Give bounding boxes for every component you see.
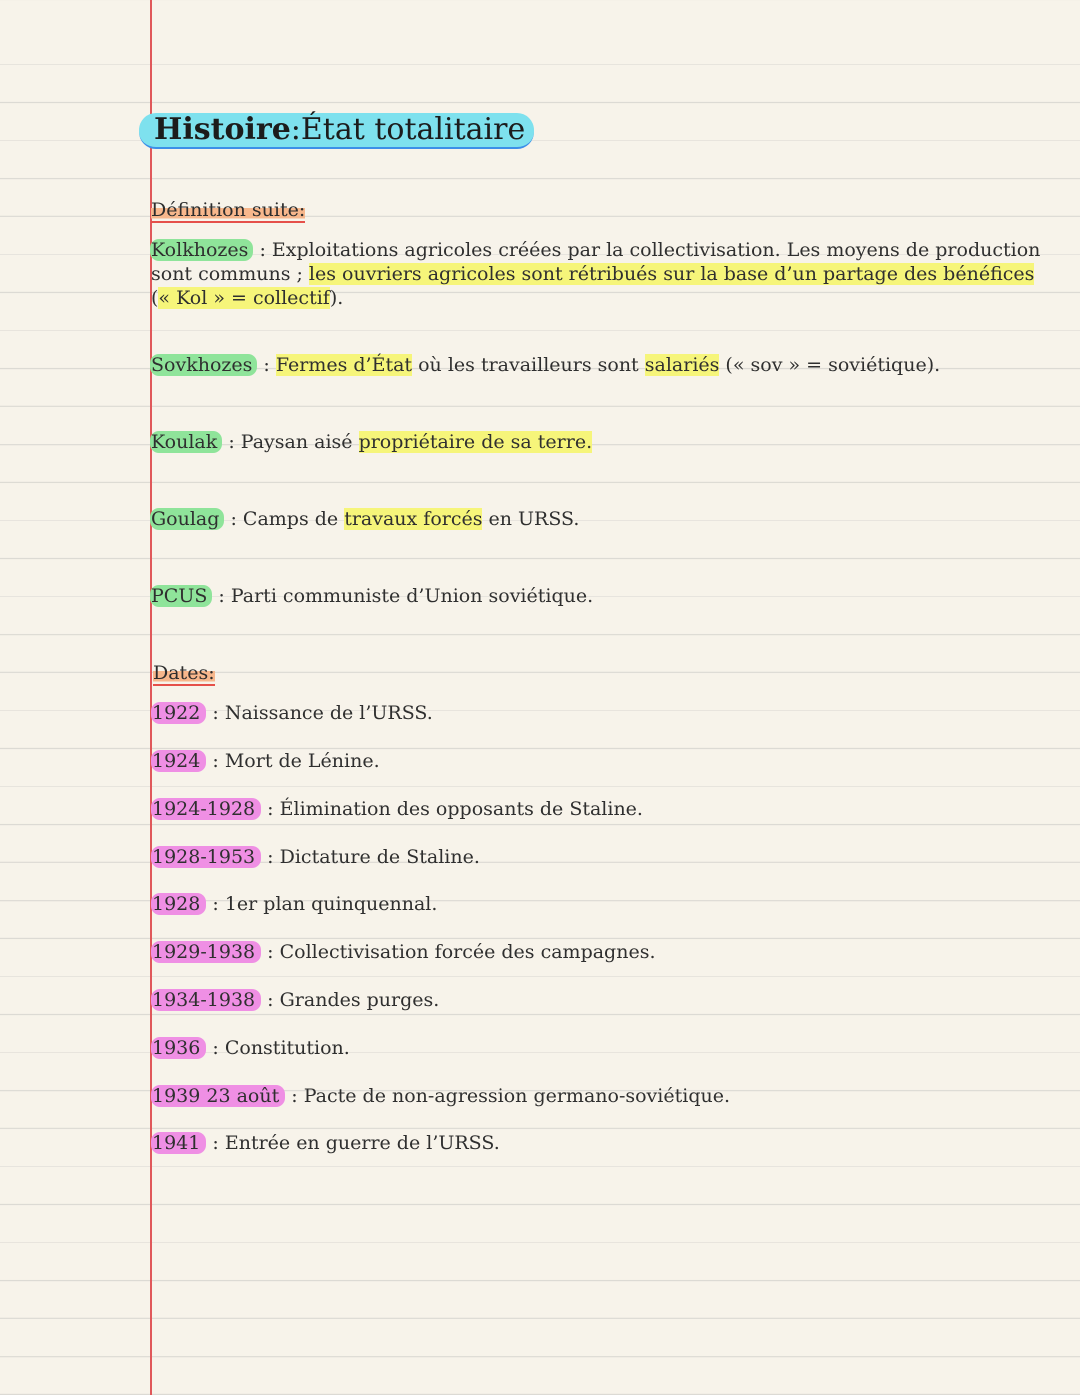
term-goulag: Goulag (150, 508, 224, 530)
term-kolkhozes: Kolkhozes (150, 239, 253, 261)
goulag-text-2: en URSS. (482, 508, 580, 530)
date-text: : Pacte de non-agression germano-soviétique. (285, 1085, 731, 1107)
page-title (139, 113, 534, 149)
date-label: 1924 (151, 750, 206, 772)
date-item (151, 988, 439, 1012)
koulak-text: Paysan aisé (240, 431, 359, 453)
definition-koulak (151, 430, 592, 454)
definition-heading: Définition suite: (151, 199, 306, 221)
definition-sovkhozes (151, 353, 940, 377)
date-text: : Mort de Lénine. (206, 750, 380, 772)
kolkhozes-text-2: sont communs ; (151, 263, 309, 285)
sovkhozes-highlight-2: salariés (644, 354, 720, 376)
date-text: : Grandes purges. (261, 989, 440, 1011)
date-text: : Entrée en guerre de l’URSS. (206, 1132, 500, 1154)
sovkhozes-text-end: (« sov » = soviétique). (719, 354, 941, 376)
date-text: : Constitution. (206, 1037, 350, 1059)
sovkhozes-text: où les travailleurs sont (412, 354, 645, 376)
date-item (151, 797, 643, 821)
term-sovkhozes: Sovkhozes (150, 354, 257, 376)
kolkhozes-line-1 (151, 238, 1040, 262)
date-label: 1939 23 août (151, 1085, 285, 1107)
date-item (151, 892, 437, 916)
date-item (151, 940, 656, 964)
date-item (151, 1084, 730, 1108)
date-label: 1924-1928 (151, 798, 261, 820)
date-label: 1922 (151, 702, 206, 724)
date-item (151, 749, 380, 773)
date-item (151, 1036, 350, 1060)
kolkhozes-separator: : (253, 239, 272, 261)
pcus-separator: : (212, 585, 231, 607)
date-text: : Collectivisation forcée des campagnes. (261, 941, 656, 963)
koulak-separator: : (222, 431, 241, 453)
date-item (151, 701, 433, 725)
pcus-text: Parti communiste d’Union soviétique. (230, 585, 594, 607)
title-subject: Histoire (154, 112, 291, 147)
sovkhozes-separator: : (257, 354, 276, 376)
kolkhozes-line-3 (151, 286, 1040, 310)
sovkhozes-highlight-1: Fermes d’État (275, 354, 413, 376)
kolkhozes-highlight-1: les ouvriers agricoles sont rétribués sur la base d’un partage des bénéfices (308, 263, 1035, 285)
koulak-highlight: propriétaire de sa terre. (358, 431, 593, 453)
term-pcus: PCUS (150, 585, 212, 607)
goulag-separator: : (224, 508, 243, 530)
dates-heading: Dates: (153, 662, 215, 684)
date-item (151, 845, 480, 869)
date-text: : Élimination des opposants de Staline. (261, 798, 643, 820)
date-label: 1936 (151, 1037, 206, 1059)
date-text: : Naissance de l’URSS. (206, 702, 433, 724)
kolkhozes-line-2 (151, 262, 1040, 286)
date-label: 1928-1953 (151, 846, 261, 868)
kolkhozes-highlight-2: « Kol » = collectif (158, 287, 330, 309)
title-separator: : (290, 112, 301, 147)
definition-kolkhozes (151, 238, 1040, 310)
kolkhozes-text-1: Exploitations agricoles créées par la collectivisation. Les moyens de production (271, 239, 1041, 261)
date-label: 1928 (151, 893, 206, 915)
date-label: 1934-1938 (151, 989, 261, 1011)
definition-pcus (151, 584, 593, 608)
date-label: 1941 (151, 1132, 206, 1154)
goulag-highlight: travaux forcés (344, 508, 483, 530)
kolkhozes-paren-open: ( (151, 287, 159, 309)
kolkhozes-paren-close: ). (329, 287, 344, 309)
term-koulak: Koulak (150, 431, 222, 453)
definition-goulag (151, 507, 579, 531)
date-text: : Dictature de Staline. (261, 846, 480, 868)
date-item (151, 1131, 500, 1155)
goulag-text-1: Camps de (242, 508, 345, 530)
title-topic: État totalitaire (300, 112, 526, 147)
date-text: : 1er plan quinquennal. (206, 893, 438, 915)
date-label: 1929-1938 (151, 941, 261, 963)
